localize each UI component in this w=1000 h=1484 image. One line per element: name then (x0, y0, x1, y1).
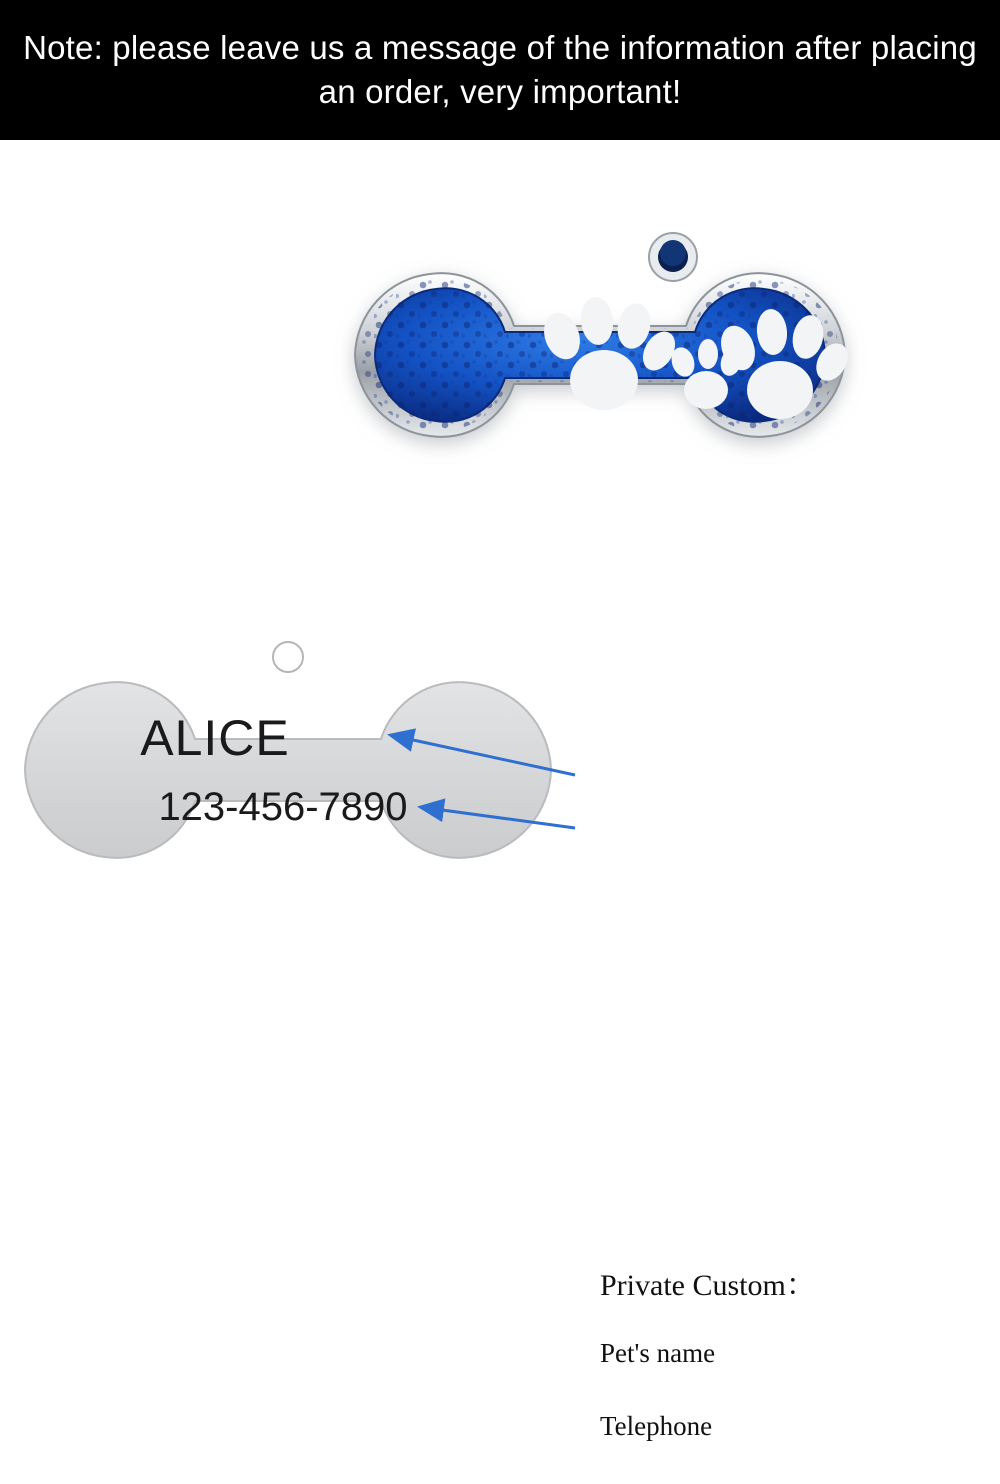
engraved-tag-hole (273, 642, 303, 672)
engraved-bone-tag-illustration (0, 570, 1000, 1000)
engraved-pet-name: ALICE (140, 710, 290, 766)
annotation-title: Private Custom： (600, 1269, 816, 1302)
annotation-labels (600, 1260, 980, 1484)
blue-bone-tag-illustration (0, 140, 1000, 570)
engraved-tag-diagram (0, 570, 1000, 1441)
engraved-telephone: 123-456-7890 (158, 785, 408, 829)
note-banner (0, 0, 1000, 140)
tag-hole (649, 233, 697, 281)
note-banner-text: Note: please leave us a message of the information after placing an order, very important! (23, 29, 977, 110)
annotation-pet-name-label: Pet's name (600, 1338, 716, 1368)
product-photo-blue-bone-tag (0, 140, 1000, 570)
annotation-telephone-label: Telephone (600, 1411, 713, 1441)
